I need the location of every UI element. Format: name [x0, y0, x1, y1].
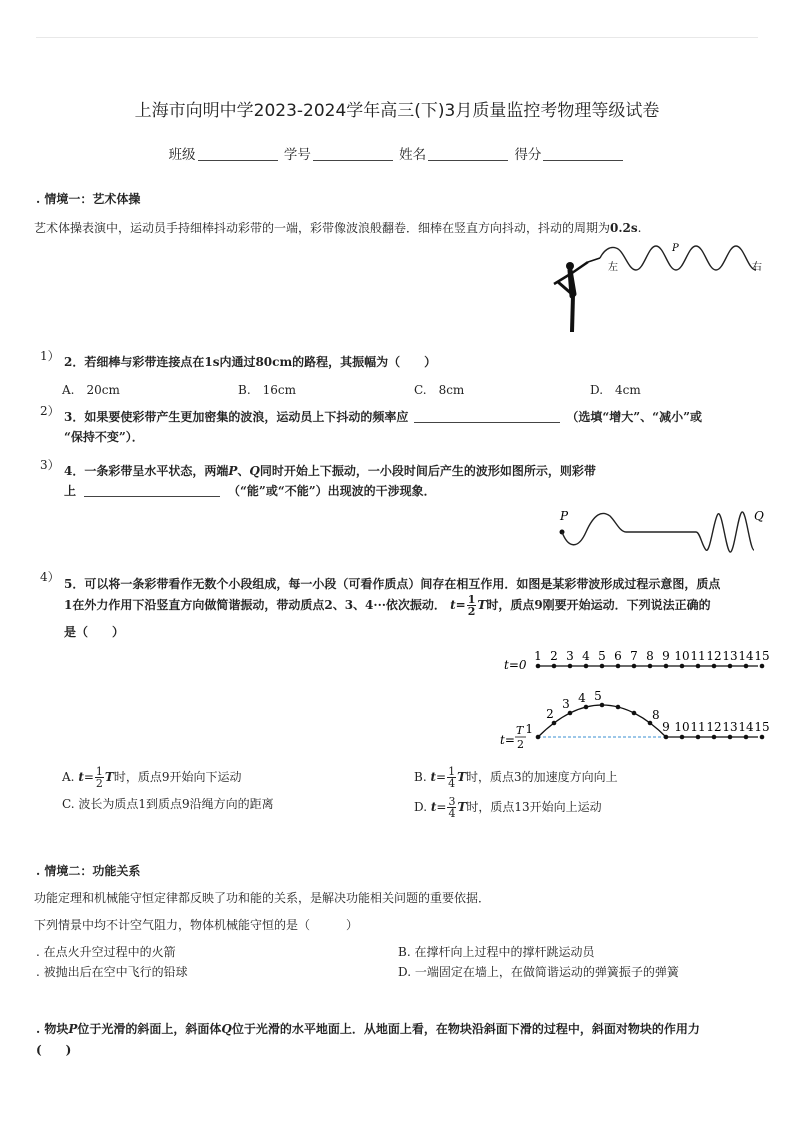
t-half-particle-number: 12 — [706, 720, 722, 734]
pq-fig-q: Q — [754, 509, 764, 523]
q4-eq: = — [455, 598, 466, 612]
fig-p-label: P — [672, 243, 679, 254]
t0-particle-number: 2 — [550, 649, 558, 663]
t-half-particle-number: 10 — [674, 720, 690, 734]
q6-q: Q — [221, 1022, 232, 1036]
q6-line2: ( ) — [36, 1043, 72, 1057]
q4-option-d-t: t — [430, 800, 437, 814]
gymnast-silhouette — [554, 258, 600, 332]
q1-option-a[interactable]: A. 20cm — [62, 383, 120, 397]
q4-option-d-eq: = — [436, 800, 447, 814]
name-blank[interactable] — [428, 148, 508, 161]
t-half-particle-number: 5 — [594, 689, 602, 703]
section1-intro-end: . — [637, 221, 642, 235]
q4-option-b-t: t — [430, 770, 437, 784]
t0-particle — [696, 664, 701, 669]
q4-option-b-fraction: $\frac{1}{4}$ — [448, 765, 456, 790]
q4-option-d-text: 时，质点13开始向上运动 — [466, 800, 602, 814]
q3-text-mid: 同时开始上下振动，一小段时间后产生的波形如图所示，则彩带 — [259, 464, 596, 478]
q2-answer-blank[interactable] — [414, 410, 560, 423]
q3-text: 4．一条彩带呈水平状态，两端 — [64, 464, 229, 478]
t0-particle-number: 5 — [598, 649, 606, 663]
t0-particle — [600, 664, 605, 669]
q3-line2 — [64, 482, 436, 499]
id-blank[interactable] — [313, 148, 393, 161]
class-blank[interactable] — [198, 148, 278, 161]
q4-option-b-text: 时，质点3的加速度方向向上 — [466, 770, 618, 784]
t0-particle-number: 6 — [614, 649, 622, 663]
t-half-particle-number: 9 — [662, 720, 670, 734]
fig-right-label: 右 — [752, 262, 762, 273]
q6-line1 — [36, 1020, 700, 1037]
section2-question: 下列情景中均不计空气阻力，物体机械能守恒的是（ ） — [34, 918, 359, 932]
student-info-row — [0, 143, 794, 163]
section1-heading: . 情境一：艺术体操 — [36, 192, 141, 206]
t0-particle-number: 9 — [662, 649, 670, 663]
q4-option-a[interactable] — [62, 766, 242, 789]
t0-particle-number: 8 — [646, 649, 654, 663]
q4-line2-post: 时，质点9刚要开始运动．下列说法正确的 — [486, 598, 711, 612]
q4-line2-pre: 1在外力作用下沿竖直方向做简谐振动，带动质点2、3、4···依次振动． — [64, 598, 446, 612]
q3-line2-post: （“能”或“不能”）出现波的干涉现象． — [228, 484, 436, 498]
fig-t-label: t= — [500, 733, 515, 747]
t-half-particle-number: 11 — [690, 720, 706, 734]
t0-particle-number: 11 — [690, 649, 706, 663]
t-half-particle — [632, 711, 637, 716]
q1-option-d[interactable]: D. 4cm — [590, 383, 641, 397]
t-half-particle — [744, 735, 749, 740]
t-half-particle-number: 2 — [546, 707, 554, 721]
section2-option-d[interactable]: D. 一端固定在墙上，在做简谐运动的弹簧振子的弹簧 — [398, 965, 679, 979]
q4-line2 — [64, 594, 711, 617]
q3-q: Q — [249, 464, 260, 478]
q4-option-d[interactable] — [414, 796, 602, 819]
t-half-particle-number: 13 — [722, 720, 738, 734]
t0-particle — [632, 664, 637, 669]
fig-2-label: 2 — [517, 738, 524, 751]
q2-marker: 2） — [40, 404, 60, 418]
q4-option-b-T: T — [457, 770, 467, 784]
q4-line1: 5．可以将一条彩带看作无数个小段组成，每一小段（可看作质点）间存在相互作用．如图是某彩带波形成过程示意图，质点 — [64, 577, 721, 591]
score-label: 得分 — [514, 147, 542, 163]
t-half-particle-number: 1 — [525, 722, 533, 736]
t-half-particle-number: 4 — [578, 691, 586, 705]
t0-particle — [568, 664, 573, 669]
gymnast-figure — [548, 240, 768, 340]
section2-intro: 功能定理和机械能守恒定律都反映了功和能的关系，是解决功能相关问题的重要依据． — [34, 891, 491, 905]
t-half-particle — [696, 735, 701, 740]
t-half-particle — [536, 735, 541, 740]
q4-option-a-fraction: $\frac{1}{2}$ — [95, 765, 103, 790]
q4-option-d-T: T — [457, 800, 467, 814]
q4-option-d-letter: D. — [414, 800, 428, 814]
t-half-particle — [552, 721, 557, 726]
t0-particle — [664, 664, 669, 669]
q6-p: P — [68, 1022, 78, 1036]
t0-particle-numbers — [534, 649, 769, 663]
section2-option-b[interactable]: B. 在撑杆向上过程中的撑杆跳运动员 — [398, 945, 595, 959]
name-label: 姓名 — [399, 147, 427, 163]
pq-fig-p: P — [560, 509, 569, 523]
t0-particle-number: 10 — [674, 649, 690, 663]
q4-option-c[interactable]: C. 波长为质点1到质点9沿绳方向的距离 — [62, 797, 274, 811]
t0-particle — [536, 664, 541, 669]
q1-marker: 1） — [40, 349, 60, 363]
class-label: 班级 — [168, 147, 196, 163]
t0-particle-number: 3 — [566, 649, 574, 663]
t0-particles — [536, 664, 765, 669]
t-half-particle — [568, 711, 573, 716]
section2-option-c[interactable]: . 被抛出后在空中飞行的铅球 — [36, 965, 188, 979]
section1-intro — [34, 219, 641, 236]
score-blank[interactable] — [543, 148, 623, 161]
t-half-particle-number: 3 — [562, 697, 570, 711]
q1-text: 2．若细棒与彩带连接点在1s内通过80cm的路程，其振幅为（ ） — [64, 355, 437, 369]
q4-option-b[interactable] — [414, 766, 618, 789]
fig-t0-label: t=0 — [504, 658, 527, 672]
id-label: 学号 — [283, 147, 311, 163]
t0-particle-number: 15 — [754, 649, 770, 663]
t-half-particle-number: 8 — [652, 708, 660, 722]
q4-option-a-T: T — [104, 770, 114, 784]
t0-particle — [680, 664, 685, 669]
t0-particle-number: 12 — [706, 649, 722, 663]
t0-particle-number: 4 — [582, 649, 590, 663]
q4-fraction: $\frac{1}{2}$ — [467, 593, 476, 618]
q1-option-c[interactable]: C. 8cm — [414, 383, 465, 397]
t-half-particle — [600, 703, 605, 708]
top-divider — [36, 37, 758, 38]
t0-particle — [648, 664, 653, 669]
q4-option-d-fraction: $\frac{3}{4}$ — [448, 795, 456, 820]
q6-mid2: 位于光滑的水平地面上．从地面上看，在物块沿斜面下滑的过程中，斜面对物块的作用力 — [231, 1022, 700, 1036]
t-half-particle — [584, 705, 589, 710]
q4-t: t — [450, 598, 456, 612]
q2-text-end: （选填“增大”、“减小”或 — [566, 410, 702, 424]
t-half-particle-numbers — [525, 689, 769, 736]
q4-option-a-letter: A. — [62, 770, 75, 784]
t0-particle-number: 14 — [738, 649, 754, 663]
t0-particle — [616, 664, 621, 669]
t0-particle — [584, 664, 589, 669]
section1-intro-text: 艺术体操表演中，运动员手持细棒抖动彩带的一端，彩带像波浪般翻卷．细棒在竖直方向抖动，抖动的周期为 — [34, 221, 611, 235]
q4-line3: 是（ ） — [64, 625, 125, 639]
t-half-particle — [728, 735, 733, 740]
pq-wave — [562, 512, 754, 552]
t0-particle — [728, 664, 733, 669]
q3-line1: 4．一条彩带呈水平状态，两端P、Q同时开始上下振动，一小段时间后产生的波形如图所示，则彩带 — [64, 464, 596, 478]
q4-option-a-t: t — [78, 770, 84, 784]
fig-T-label: T — [516, 724, 524, 737]
q4-option-b-letter: B. — [414, 770, 427, 784]
t0-particle-number: 1 — [534, 649, 542, 663]
q6-pre: . 物块 — [36, 1022, 69, 1036]
section1-period: 0.2s — [610, 221, 638, 235]
t-half-particle-number: 15 — [754, 720, 770, 734]
q4-option-a-eq: = — [83, 770, 94, 784]
q2-line2: “保持不变”）． — [64, 430, 144, 444]
q4-option-a-text: 时，质点9开始向下运动 — [113, 770, 242, 784]
t0-particle — [712, 664, 717, 669]
q3-p: P — [228, 464, 238, 478]
q4-marker: 4） — [40, 570, 60, 584]
t0-particle — [760, 664, 765, 669]
q3-marker: 3） — [40, 458, 60, 472]
wave-formation-figure — [496, 648, 776, 758]
t-half-particle — [616, 705, 621, 710]
t0-particle-number: 7 — [630, 649, 638, 663]
page-title: 上海市向明中学2023-2024学年高三(下)3月质量监控考物理等级试卷 — [134, 101, 660, 121]
q4-option-b-eq: = — [436, 770, 447, 784]
pq-wave-figure — [556, 508, 766, 558]
t0-particle — [552, 664, 557, 669]
t0-particle — [744, 664, 749, 669]
t-half-particle — [712, 735, 717, 740]
t0-particle-number: 13 — [722, 649, 738, 663]
section2-heading: . 情境二：功能关系 — [36, 864, 141, 878]
fig-left-label: 左 — [608, 262, 618, 273]
q4-T: T — [477, 598, 487, 612]
t-half-particle — [760, 735, 765, 740]
q2-text: 3．如果要使彩带产生更加密集的波浪，运动员上下抖动的频率应 — [64, 410, 409, 424]
q3-answer-blank[interactable] — [84, 484, 220, 497]
t-half-particle — [664, 735, 669, 740]
q2-line1 — [64, 408, 702, 425]
q6-mid1: 位于光滑的斜面上，斜面体 — [77, 1022, 222, 1036]
q1-option-b[interactable]: B. 16cm — [238, 383, 297, 397]
half-wave-arc — [538, 705, 666, 737]
q3-line2-pre: 上 — [64, 484, 77, 498]
section2-option-a[interactable]: . 在点火升空过程中的火箭 — [36, 945, 176, 959]
t-half-particle — [680, 735, 685, 740]
t-half-particle-number: 14 — [738, 720, 754, 734]
